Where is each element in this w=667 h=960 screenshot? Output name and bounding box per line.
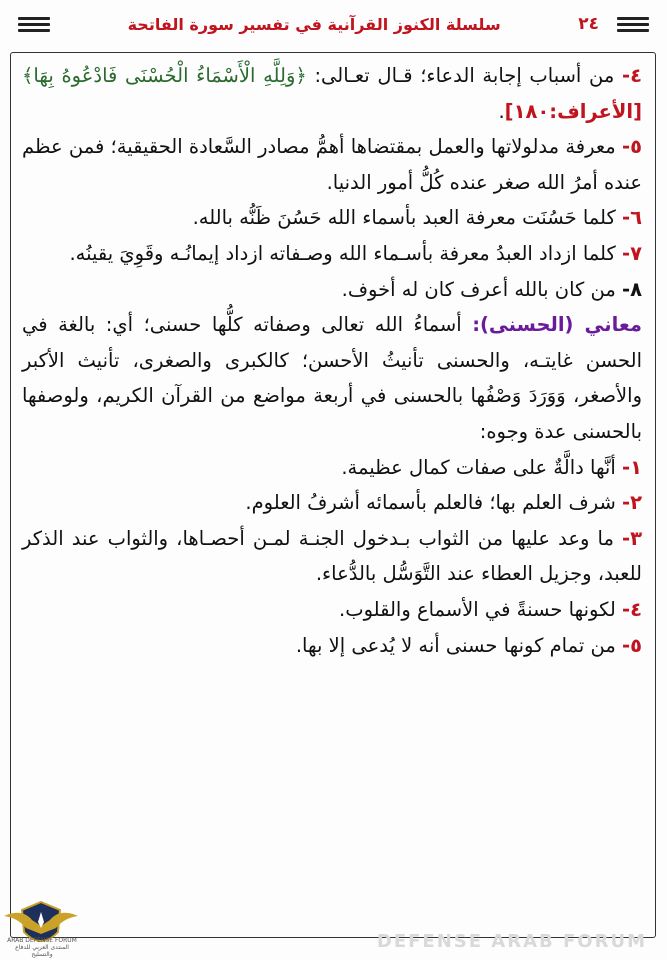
item-number: ٧-: [622, 241, 642, 265]
list-item: [22, 485, 642, 521]
header-left: [18, 17, 50, 32]
logo-name: ARAB DEFENSE FORUM: [7, 937, 77, 944]
logo-tagline: المنتدى العربي للدفاع والتسليح: [15, 944, 69, 958]
definition-paragraph: [22, 307, 642, 449]
list-item: [22, 272, 642, 308]
logo-caption: [4, 937, 80, 958]
header-right-ornament: [617, 17, 649, 32]
item-number: ٤-: [622, 64, 642, 87]
list-item: [22, 200, 642, 236]
page-number: ٢٤: [578, 14, 599, 34]
item-number: ٢-: [622, 491, 642, 515]
item-number: ٣-: [622, 526, 643, 550]
item-text: كلما حَسُنَت معرفة العبد بأسماء الله حَسُنَ ظَنُّه بالله.: [192, 206, 616, 230]
verse-reference: [الأعراف:١٨٠]: [504, 99, 642, 123]
item-text: شرف العلم بها؛ فالعلم بأسمائه أشرفُ العلوم.: [245, 491, 616, 515]
item-text-end: .: [498, 99, 505, 123]
header-right: [578, 14, 649, 34]
list-item: [22, 521, 642, 592]
item-text: أنَّها دالَّةٌ على صفات كمال عظيمة.: [341, 455, 616, 479]
item-text: من كان بالله أعرف كان له أخوف.: [341, 277, 616, 301]
item-number: ٤-: [622, 597, 642, 621]
definition-term: معاني (الحسنى):: [472, 313, 642, 337]
page-header: [18, 8, 649, 40]
item-number: ٥-: [622, 633, 642, 657]
list-item: [22, 450, 642, 486]
item-number: ٨-: [622, 277, 642, 301]
list-item: [22, 129, 642, 200]
list-item: [22, 592, 642, 628]
list-item: [22, 236, 642, 272]
definition-text: أسماءُ الله تعالى وصفاته كلُّها حسنى؛ أي: بالغة في الحسن غايتـه، والحسنى تأنيثُ الأحسن؛ كالكبرى والصغرى، تأنيث الأكبر والأصغر، وَوَرَدَ وَصْفُها بالحسنى في أربعة مواضع من القرآن الكريم، ولوصفها بالحسنى عدة وجوه:: [22, 313, 642, 443]
item-text: لكونها حسنةً في الأسماع والقلوب.: [339, 597, 616, 621]
item-text: معرفة مدلولاتها والعمل بمقتضاها أهمُّ مصادر السَّعادة الحقيقية؛ فمن عظم عنده أمرُ الله صغر عنده كُلُّ أمور الدنيا.: [22, 135, 642, 194]
item-text: ما وعد عليها من الثواب بـدخول الجنـة لمـن أحصـاها، والثواب عند الذكر للعبد، وجزيل العطاء عند التَّوَسُّل بالدُّعاء.: [22, 526, 642, 586]
item-number: ٥-: [622, 135, 642, 159]
header-left-ornament: [18, 17, 50, 32]
watermark: DEFENSE ARAB FORUM: [376, 931, 647, 952]
item-text: من تمام كونها حسنى أنه لا يُدعى إلا بها.: [295, 633, 616, 657]
item-text: كلما ازداد العبدُ معرفة بأسـماء الله وصـفاته ازداد إيمانُـه وقَوِيَ يقينُه.: [69, 241, 616, 265]
item-number: ١-: [622, 455, 642, 479]
quran-verse: ﴿وَلِلَّهِ الْأَسْمَاءُ الْحُسْنَى فَادْعُوهُ بِهَا﴾: [22, 64, 307, 87]
list-item: [22, 58, 642, 129]
list-item: [22, 628, 642, 664]
page-content: [22, 58, 642, 663]
item-number: ٦-: [622, 206, 642, 230]
series-title: سلسلة الكنوز القرآنية في تفسير سورة الفاتحة: [127, 14, 501, 34]
item-text: من أسباب إجابة الدعاء؛ قـال تعـالى:: [306, 64, 615, 87]
